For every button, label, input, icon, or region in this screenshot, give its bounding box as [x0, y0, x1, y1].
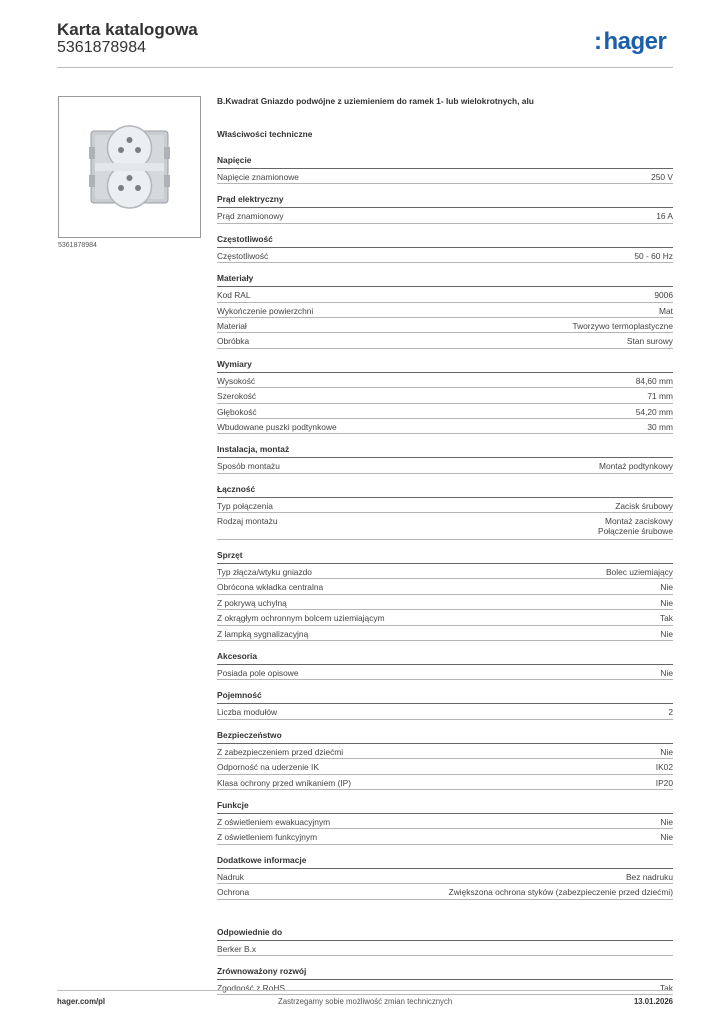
spec-value — [660, 598, 673, 608]
spec-label: Typ złącza/wtyku gniazdo — [217, 567, 312, 578]
spec-value-line: 250 V — [651, 172, 673, 182]
spec-row — [217, 418, 673, 433]
product-title: B.Kwadrat Gniazdo podwójne z uziemieniem do ramek 1- lub wielokrotnych, alu — [217, 96, 534, 106]
section-title: Instalacja, montaż — [217, 444, 290, 455]
spec-row — [217, 758, 673, 773]
spec-row — [217, 979, 673, 994]
spec-value-line: Nie — [660, 832, 673, 843]
spec-value-line: Tak — [659, 613, 673, 624]
footer-disclaimer: Zastrzegamy sobie możliwość zmian technicznych — [278, 997, 453, 1006]
spec-value-line: 84,60 mm — [635, 375, 673, 386]
spec-label: Sposób montażu — [217, 461, 280, 472]
spec-label: Z pokrywą uchylną — [217, 597, 287, 608]
spec-label: Klasa ochrony przed wnikaniem (IP) — [217, 777, 352, 788]
spec-value-line: Nie — [660, 816, 673, 827]
spec-label: Rodzaj montażu — [217, 516, 278, 527]
spec-label: Szerokość — [217, 391, 257, 402]
spec-label: Z okrągłym ochronnym bolcem uziemiającym — [217, 613, 385, 624]
spec-value-line: Nie — [660, 746, 673, 757]
spec-value — [647, 391, 673, 401]
spec-value — [449, 887, 673, 897]
spec-value — [615, 501, 673, 511]
spec-value — [656, 778, 673, 788]
spec-label: Obróbka — [217, 336, 250, 347]
spec-value — [626, 872, 673, 882]
spec-row — [217, 703, 673, 718]
spec-label: Posiada pole opisowe — [217, 668, 299, 679]
spec-label: Głębokość — [217, 406, 257, 417]
section-title: Dodatkowe informacje — [217, 854, 307, 865]
double-socket-image — [59, 97, 200, 237]
spec-row — [217, 813, 673, 828]
spec-label: Z oświetleniem ewakuacyjnym — [217, 816, 331, 827]
spec-row — [217, 563, 673, 578]
section-title: Częstotliwość — [217, 233, 273, 244]
spec-row — [217, 512, 673, 539]
spec-value — [606, 567, 673, 577]
section-title: Sprzęt — [217, 550, 243, 561]
tech-heading: Właściwości techniczne — [217, 129, 313, 139]
spec-value-line: Nie — [660, 668, 673, 679]
spec-value-line: 30 mm — [647, 421, 673, 432]
spec-value-line: 9006 — [654, 290, 673, 301]
spec-value — [636, 407, 673, 417]
spec-label: Wykończenie powierzchni — [217, 305, 314, 316]
spec-label: Wbudowane puszki podtynkowe — [217, 421, 337, 432]
spec-value — [668, 707, 673, 717]
spec-value — [659, 306, 673, 316]
spec-value — [627, 336, 673, 346]
spec-row — [217, 302, 673, 317]
footer-date: 13.01.2026 — [633, 997, 673, 1006]
spec-value — [598, 516, 673, 536]
spec-value — [660, 668, 673, 678]
spec-value — [656, 211, 673, 221]
section-title: Odpowiednie do — [217, 926, 283, 937]
spec-value — [636, 376, 673, 386]
spec-row — [217, 247, 673, 262]
footer-divider — [57, 990, 673, 991]
header-divider — [57, 67, 673, 68]
spec-row — [217, 625, 673, 640]
section-rows — [217, 497, 673, 540]
section-title: Napięcie — [217, 155, 252, 165]
section-title: Akcesoria — [217, 651, 258, 662]
spec-value — [572, 321, 673, 331]
section-rows — [217, 457, 673, 473]
section-rows — [217, 207, 673, 223]
section-rows — [217, 813, 673, 845]
spec-row — [217, 457, 673, 472]
spec-value-line: Stan surowy — [626, 336, 673, 347]
page-title: Karta katalogowa — [57, 20, 198, 39]
spec-value-line: 50 - 60 Hz — [634, 250, 673, 261]
spec-row — [217, 940, 673, 955]
spec-row — [217, 286, 673, 301]
product-image — [58, 96, 201, 238]
spec-label: Nadruk — [217, 871, 244, 882]
spec-value-line: IP20 — [655, 777, 673, 788]
section-title: Funkcje — [217, 799, 249, 810]
section-title: Pojemność — [217, 690, 262, 701]
spec-value-line: Nie — [660, 582, 673, 593]
spec-value-line: 54,20 mm — [635, 406, 673, 417]
spec-value-line: IK02 — [655, 762, 673, 773]
spec-label: Liczba modułów — [217, 707, 278, 718]
spec-label: Częstotliwość — [217, 250, 269, 261]
spec-label: Z zabezpieczeniem przed dziećmi — [217, 746, 344, 757]
spec-row — [217, 868, 673, 883]
spec-row — [217, 828, 673, 843]
spec-value — [651, 172, 673, 182]
spec-value-line: Nie — [660, 597, 673, 608]
spec-value-line: Tak — [659, 982, 673, 993]
spec-label: Typ połączenia — [217, 500, 273, 511]
spec-label: Zgodność z RoHS — [217, 982, 285, 993]
spec-row — [217, 207, 673, 222]
spec-value-line: 16 A — [656, 211, 673, 222]
spec-value-line: Montaż zaciskowy — [605, 516, 673, 527]
spec-value — [660, 747, 673, 757]
image-caption: 5361878984 — [58, 242, 97, 249]
spec-sections — [217, 155, 673, 995]
spec-label: Odporność na uderzenie IK — [217, 762, 319, 773]
spec-row — [217, 317, 673, 332]
spec-label: Kod RAL — [217, 290, 251, 301]
spec-value-line: Bolec uziemiający — [605, 567, 673, 578]
section-title: Prąd elektryczny — [217, 194, 284, 205]
spec-row — [217, 387, 673, 402]
section-rows — [217, 563, 673, 641]
spec-row — [217, 168, 673, 183]
spec-row — [217, 594, 673, 609]
section-rows — [217, 868, 673, 900]
section-rows — [217, 940, 673, 956]
hager-logo: :hager — [594, 28, 667, 55]
spec-value-line: Montaż podtynkowy — [598, 461, 673, 472]
spec-value — [660, 613, 673, 623]
section-rows — [217, 743, 673, 790]
spec-row — [217, 403, 673, 418]
spec-value — [634, 251, 673, 261]
spec-label: Z lampką sygnalizacyjną — [217, 628, 309, 639]
section-title: Łączność — [217, 483, 256, 494]
section-title: Bezpieczeństwo — [217, 729, 282, 740]
spec-label: Materiał — [217, 320, 247, 331]
spec-label: Napięcie znamionowe — [217, 172, 299, 182]
spec-column — [217, 96, 673, 995]
spec-value — [660, 832, 673, 842]
spec-label: Wysokość — [217, 375, 256, 386]
footer-website: hager.com/pl — [57, 997, 106, 1006]
spec-value-line: Połączenie śrubowe — [598, 526, 673, 537]
spec-value-line: Bez nadruku — [625, 871, 673, 882]
spec-row — [217, 372, 673, 387]
spec-row — [217, 497, 673, 512]
spec-label: Ochrona — [217, 887, 250, 898]
product-code: 5361878984 — [57, 39, 146, 56]
spec-row — [217, 332, 673, 347]
section-title: Zrównoważony rozwój — [217, 965, 307, 976]
section-rows — [217, 286, 673, 349]
spec-label: Z oświetleniem funkcyjnym — [217, 832, 318, 843]
section-rows — [217, 703, 673, 719]
spec-value — [660, 817, 673, 827]
spec-value-line: Tworzywo termoplastyczne — [572, 320, 673, 331]
spec-value — [654, 290, 673, 300]
spec-label: Prąd znamionowy — [217, 211, 284, 222]
spec-value — [647, 422, 673, 432]
section-rows — [217, 168, 673, 184]
section-rows — [217, 247, 673, 263]
spec-value — [656, 762, 673, 772]
section-title: Wymiary — [217, 358, 252, 369]
spec-row — [217, 609, 673, 624]
spec-row — [217, 774, 673, 789]
spec-value-line: Mat — [659, 305, 673, 316]
spec-value-line: 2 — [668, 707, 673, 718]
section-rows — [217, 664, 673, 680]
section-rows — [217, 372, 673, 435]
spec-value-line: Nie — [660, 628, 673, 639]
spec-row — [217, 883, 673, 898]
section-rows — [217, 979, 673, 995]
spec-value — [660, 582, 673, 592]
spec-row — [217, 743, 673, 758]
section-title: Materiały — [217, 273, 254, 284]
spec-value — [660, 629, 673, 639]
spec-row — [217, 664, 673, 679]
spec-value-line: Zacisk śrubowy — [615, 500, 673, 511]
spec-value-line: Zwiększona ochrona styków (zabezpieczenie przed dziećmi) — [448, 887, 673, 898]
spec-value — [599, 461, 673, 471]
spec-label: Berker B.x — [217, 943, 257, 954]
spec-value-line: 71 mm — [647, 391, 673, 402]
spec-row — [217, 578, 673, 593]
spec-value — [660, 983, 673, 993]
spec-label: Obrócona wkładka centralna — [217, 582, 324, 593]
